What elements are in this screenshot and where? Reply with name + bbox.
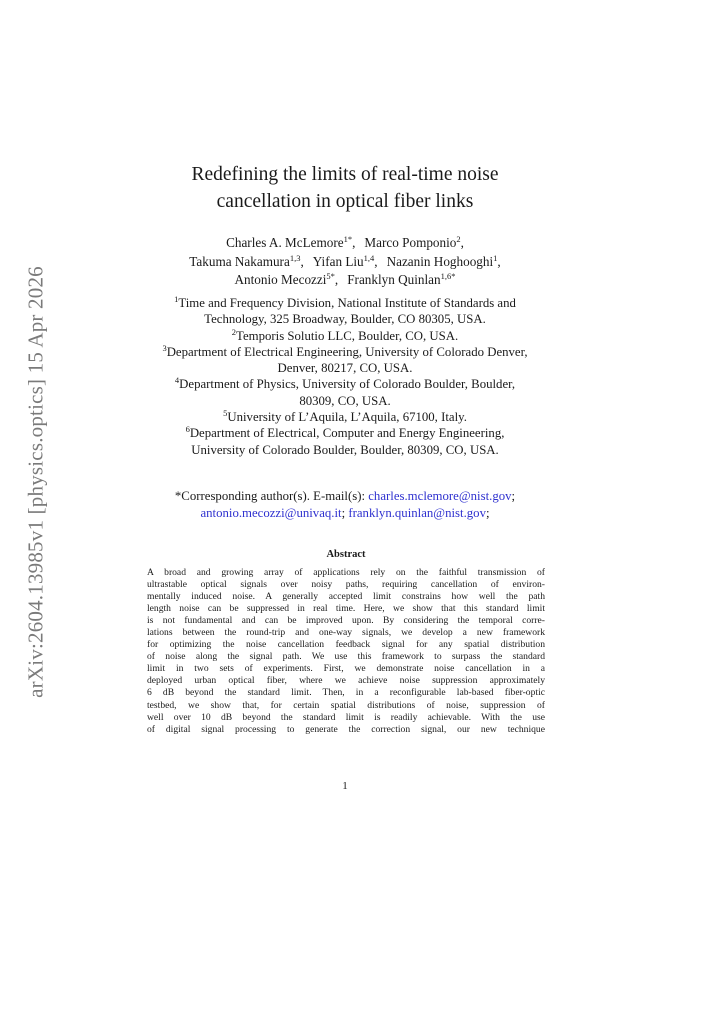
abstract-line: lations between the round-trip and one-way signals, we develop a new framework — [147, 627, 545, 639]
author-name: Nazanin Hoghooghi — [386, 253, 494, 269]
affiliation-line: Denver, 80217, CO, USA. — [277, 361, 413, 376]
abstract-line: 6 dB beyond the standard limit. Then, in a reconfigurable lab-based fiber-optic — [147, 687, 545, 699]
affiliation-text: Temporis Solutio LLC, Boulder, CO, USA. — [236, 328, 459, 343]
affiliation-mark: 1 — [174, 294, 179, 304]
arxiv-identifier-text: arXiv:2604.13985v1 [physics.optics] 15 Apr 2026 — [23, 266, 48, 698]
author-line: Takuma Nakamura$^{1,3}$, Yifan Liu$^{1,4}$, Nazanin Hoghooghi$^1$, — [189, 252, 501, 269]
author-affil-mark: 1 — [493, 252, 498, 263]
author-line: Charles A. McLemore$^{1*}$, Marco Pomponio$^2$, — [226, 234, 464, 250]
paper-title — [130, 161, 560, 215]
affiliation-line: 80309, CO, USA. — [299, 393, 391, 408]
affiliation-line — [120, 295, 570, 311]
corresponding-line — [120, 488, 570, 505]
affiliation-text: Time and Frequency Division, National Institute of Standards and — [178, 296, 516, 310]
affiliation-mark: 2 — [231, 326, 237, 337]
abstract-line: length noise can be suppressed in real time. Here, we show that this standard limit — [147, 603, 545, 615]
affiliation-mark: 4 — [174, 375, 180, 386]
abstract-line: ultrastable optical signals over noisy paths, requiring cancellation of environ- — [147, 579, 545, 591]
abstract-line: deployed urban optical fiber, where we achieve noise suppression approximately — [147, 675, 545, 687]
abstract-line: mentally induced noise. A generally accepted limit constrains how well the path — [147, 591, 545, 603]
author-affil-mark: 1,3 — [289, 252, 301, 263]
email-separator: ; — [341, 506, 346, 520]
author-name: Yifan Liu — [312, 253, 364, 269]
abstract-line: of noise along the signal path. We use this framework to surpass the standard — [147, 651, 545, 663]
abstract-line: well over 10 dB beyond the standard limit is readily achievable. With the use — [147, 711, 545, 723]
affiliation-line: Technology, 325 Broadway, Boulder, CO 80305, USA. — [204, 312, 486, 327]
affiliation-list — [120, 295, 570, 458]
corresponding-line — [120, 505, 570, 522]
abstract-line: limit in two sets of experiments. First, we demonstrate noise cancellation in a — [147, 663, 545, 675]
email-separator: ; — [511, 489, 516, 503]
abstract-line: A broad and growing array of applications rely on the faithful transmission of — [147, 567, 545, 578]
email-separator: ; — [485, 506, 490, 520]
author-affil-mark: 1,6* — [440, 271, 456, 281]
author-affil-mark: 1* — [343, 234, 353, 244]
title-line: cancellation in optical fiber links — [216, 191, 474, 212]
affiliation-text: University of L’Aquila, L’Aquila, 67100, Italy. — [227, 410, 467, 425]
author-affil-mark: 2 — [456, 234, 461, 244]
affiliation-text: Department of Physics, University of Colorado Boulder, Boulder, — [179, 377, 516, 392]
affiliation-text: Department of Electrical Engineering, University of Colorado Denver, — [166, 344, 528, 359]
author-list — [110, 234, 580, 290]
abstract-line: of digital signal processing to generate the correction signal, our new technique — [147, 723, 545, 735]
affiliation-line — [120, 344, 570, 360]
abstract-heading: Abstract — [326, 549, 366, 560]
abstract-line: for optimizing the noise cancellation feedback signal for any spatial distribution — [147, 639, 545, 651]
affiliation-line: University of Colorado Boulder, Boulder, 80309, CO, USA. — [191, 442, 499, 457]
author-name: Antonio Mecozzi — [234, 272, 327, 287]
email-link[interactable]: antonio.mecozzi@univaq.it — [200, 506, 342, 520]
affiliation-line — [120, 409, 570, 425]
title-line: Redefining the limits of real-time noise — [191, 164, 499, 185]
author-name: Marco Pomponio — [364, 235, 457, 250]
affiliation-text: Department of Electrical, Computer and Energy Engineering, — [189, 426, 505, 441]
affiliation-line — [120, 376, 570, 392]
abstract-line: is not fundamental and can be improved upon. By considering the temporal corre- — [147, 615, 545, 627]
arxiv-identifier[interactable] — [12, 257, 60, 707]
author-line: Antonio Mecozzi$^{5*}$, Franklyn Quinlan$^{1,6*}$ — [234, 271, 456, 287]
author-affil-mark: 1,4 — [363, 252, 375, 263]
affiliation-mark: 6 — [185, 424, 190, 435]
email-link[interactable]: franklyn.quinlan@nist.gov — [348, 506, 486, 520]
author-affil-mark: 5* — [326, 271, 335, 281]
email-link[interactable]: charles.mclemore@nist.gov — [368, 489, 512, 503]
author-name: Franklyn Quinlan — [347, 272, 441, 287]
author-name: Takuma Nakamura — [189, 253, 290, 269]
page-number: 1 — [342, 780, 348, 792]
affiliation-line — [120, 425, 570, 441]
corresponding-label: *Corresponding author(s). E-mail(s): — [174, 489, 369, 503]
abstract-line: testbed, we show that, for certain spatial distributions of noise, suppression of — [147, 699, 545, 711]
abstract-body — [147, 567, 545, 736]
affiliation-mark: 3 — [162, 342, 167, 353]
affiliation-mark: 5 — [223, 408, 228, 419]
author-name: Charles A. McLemore — [226, 235, 344, 250]
affiliation-line — [120, 328, 570, 344]
corresponding-authors — [120, 488, 570, 522]
